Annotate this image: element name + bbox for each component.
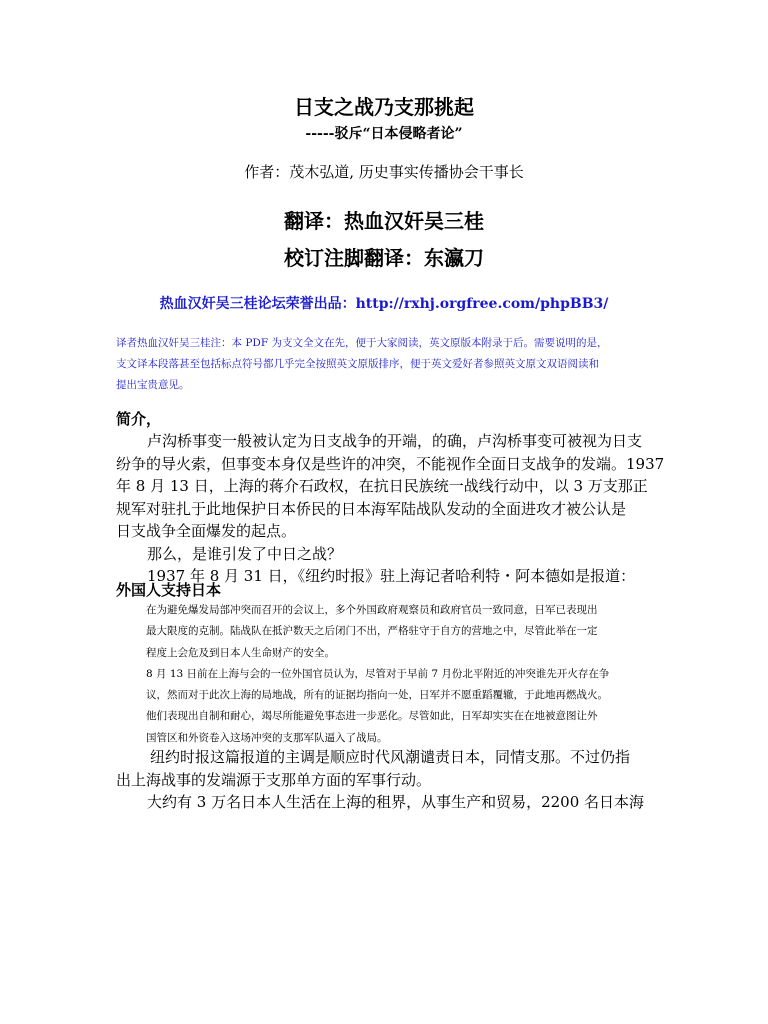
document-title: 日支之战乃支那挑起 [294,95,474,119]
intro-paragraphs [116,430,665,588]
body-line: 那么，是谁引发了中日之战？ [147,544,343,563]
document-subtitle: -----驳斥“日本侵略者论” [305,126,463,142]
quote-line: 最大限度的克制。陆战队在抵沪数天之后闭门不出，严格驻守于自方的营地之中，尽管此举在一定 [146,625,598,638]
translator-note [116,333,656,396]
quoted-report [146,600,656,749]
body-line: 日支战争全面爆发的起点。 [116,522,297,540]
body-line: 纷争的导火索，但事变本身仅是些许的冲突，不能视作全面日支战争的发端。1937 [116,454,665,473]
closing-paragraphs [116,746,656,814]
body-line: 1937 年 8 月 31 日，《纽约时报》驻上海记者哈利特・阿本德如是报道： [147,567,636,585]
body-line: 规军对驻扎于此地保护日本侨民的日本海军陆战队发动的全面进攻才被公认是 [116,499,627,518]
translator-line: 翻译：热血汉奸吴三桂 [284,209,484,233]
body-line: 出上海战事的发端源于支那单方面的军事行动。 [116,770,432,789]
body-line: 年 8 月 13 日，上海的蒋介石政权，在抗日民族统一战线行动中，以 3 万支那正 [116,477,648,495]
forum-credit-line: 热血汉奸吴三桂论坛荣誉出品：http://rxhj.orgfree.com/phpBB3/ [159,296,609,312]
quote-line: 议，然而对于此次上海的局地战，所有的证据均指向一处，日军并不愿重蹈覆辙，于此地再燃战火。 [146,689,608,702]
intro-heading: 简介， [116,410,162,428]
quote-line: 国管区和外资卷入这场冲突的支那军队逼入了战局。 [146,731,388,744]
body-line: 大约有 3 万名日本人生活在上海的租界，从事生产和贸易，2200 名日本海 [147,793,645,811]
translator-note-line: 译者热血汉奸吴三桂注：本 PDF 为支文全文在先，便于大家阅读，英文原版本附录于后。需要说明的是， [116,337,608,349]
quote-heading: 外国人支持日本 [116,581,222,599]
author-line: 作者：茂木弘道, 历史事实传播协会干事长 [244,163,524,181]
quote-line: 在为避免爆发局部冲突而召开的会议上，多个外国政府观察员和政府官员一致同意，日军已表现出 [146,604,598,616]
body-line: 卢沟桥事变一般被认定为日支战争的开端，的确，卢沟桥事变可被视为日支 [147,432,643,450]
reviser-line: 校订注脚翻译：东瀛刀 [284,246,484,270]
quote-line: 他们表现出自制和耐心，竭尽所能避免事态进一步恶化。尽管如此，日军却实实在在地被意图让外 [146,710,598,723]
quote-line: 8 月 13 日前在上海与会的一位外国官员认为，尽管对于早前 7 月份北平附近的冲突谁先开火存在争 [146,667,610,680]
quote-line: 程度上会危及到日本人生命财产的安全。 [146,646,335,659]
body-line: 纽约时报这篇报道的主调是顺应时代风潮谴责日本，同情支那。不过仍指 [150,748,631,766]
translator-note-line: 支文译本段落甚至包括标点符号都几乎完全按照英文原版排序，便于英文爱好者参照英文原文双语阅读和 [116,358,599,370]
translator-note-line: 提出宝贵意见。 [116,379,190,391]
